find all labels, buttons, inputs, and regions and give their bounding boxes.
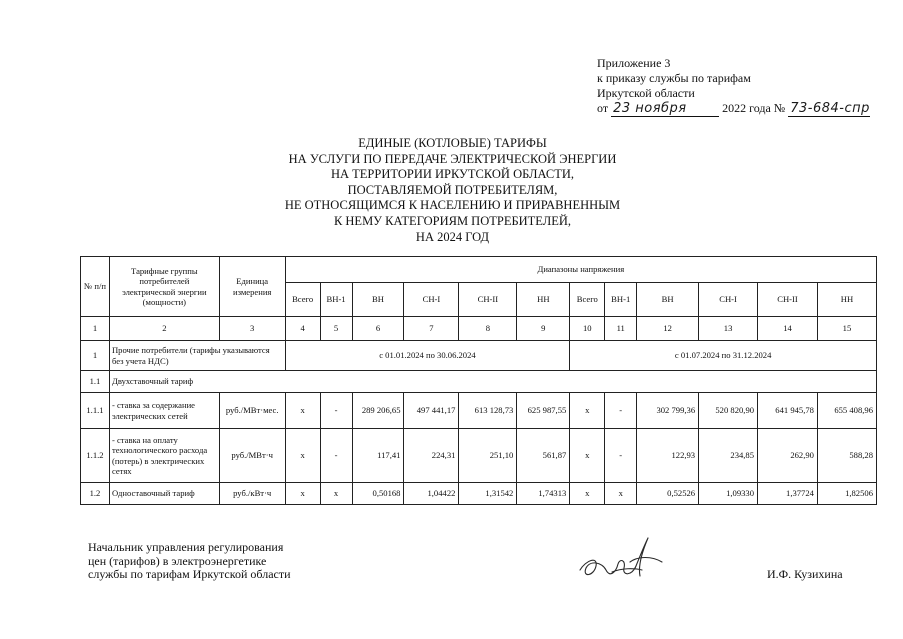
header-groups: Тарифные группы потребителей электрической энергии (мощности)	[109, 257, 219, 317]
value-cell: 1,82506	[817, 483, 876, 505]
subheader-cell: НН	[817, 283, 876, 317]
value-cell: х	[570, 483, 605, 505]
appendix-from-word: от	[597, 101, 609, 115]
value-cell: 122,93	[637, 429, 699, 483]
value-cell: 588,28	[817, 429, 876, 483]
subheader-cell: Всего	[285, 283, 320, 317]
table-row	[81, 429, 877, 483]
position-line: Начальник управления регулирования	[88, 540, 284, 554]
value-cell: 302 799,36	[637, 393, 699, 429]
section-1-1-num: 1.1	[81, 371, 110, 393]
tariff-table	[80, 256, 877, 505]
signer-name: И.Ф. Кузихина	[767, 567, 843, 581]
signer-position	[88, 541, 291, 582]
subheader-cell: СН-II	[758, 283, 818, 317]
appendix-line-2: к приказу службы по тарифам	[597, 71, 751, 85]
table-row	[81, 483, 877, 505]
handwritten-date: 23 ноября	[611, 102, 719, 117]
col-number: 4	[285, 317, 320, 341]
section-row-1	[81, 341, 877, 371]
value-cell: 224,31	[404, 429, 459, 483]
value-cell: -	[320, 393, 352, 429]
value-cell: 497 441,17	[404, 393, 459, 429]
value-cell: -	[605, 429, 637, 483]
col-number: 3	[219, 317, 285, 341]
row-label: Одноставочный тариф	[109, 483, 219, 505]
value-cell: 117,41	[352, 429, 404, 483]
col-number: 10	[570, 317, 605, 341]
value-cell: 262,90	[758, 429, 818, 483]
section-1-label: Прочие потребители (тарифы указываются без учета НДС)	[109, 341, 285, 371]
header-ranges: Диапазоны напряжения	[285, 257, 876, 283]
value-cell: 0,50168	[352, 483, 404, 505]
subheader-cell: СН-II	[459, 283, 517, 317]
value-cell: 234,85	[699, 429, 758, 483]
title-line: ЕДИНЫЕ (КОТЛОВЫЕ) ТАРИФЫ	[358, 136, 547, 150]
value-cell: 641 945,78	[758, 393, 818, 429]
row-unit: руб./МВт·ч	[219, 429, 285, 483]
row-unit: руб./кВт·ч	[219, 483, 285, 505]
table-row	[81, 393, 877, 429]
section-row-1-1	[81, 371, 877, 393]
position-line: цен (тарифов) в электроэнергетике	[88, 553, 267, 568]
title-line: НА 2024 ГОД	[415, 229, 490, 244]
value-cell: х	[605, 483, 637, 505]
handwritten-order-number: 73-684-спр	[790, 101, 870, 116]
subheader-cell: ВН-1	[605, 283, 637, 317]
value-cell: 561,87	[517, 429, 570, 483]
col-number: 2	[109, 317, 219, 341]
value-cell: х	[285, 429, 320, 483]
value-cell: 1,04422	[404, 483, 459, 505]
section-1-num: 1	[81, 341, 110, 371]
title-line: НА ТЕРРИТОРИИ ИРКУТСКОЙ ОБЛАСТИ,	[330, 167, 574, 182]
title-line: ПОСТАВЛЯЕМОЙ ПОТРЕБИТЕЛЯМ,	[347, 182, 558, 197]
title-line: К НЕМУ КАТЕГОРИЯМ ПОТРЕБИТЕЛЕЙ,	[333, 213, 572, 228]
period-1: с 01.01.2024 по 30.06.2024	[285, 341, 570, 371]
subheader-cell: ВН-1	[320, 283, 352, 317]
value-cell: 1,74313	[517, 483, 570, 505]
col-number: 12	[637, 317, 699, 341]
col-number: 7	[404, 317, 459, 341]
value-cell: -	[605, 393, 637, 429]
row-num: 1.2	[81, 483, 110, 505]
subheader-cell: СН-I	[404, 283, 459, 317]
value-cell: 1,31542	[459, 483, 517, 505]
appendix-block	[597, 56, 897, 117]
position-line: службы по тарифам Иркутской области	[88, 567, 291, 581]
row-num: 1.1.2	[81, 429, 110, 483]
col-number: 13	[699, 317, 758, 341]
value-cell: 289 206,65	[352, 393, 404, 429]
col-number: 15	[817, 317, 876, 341]
value-cell: 520 820,90	[699, 393, 758, 429]
subheader-cell: СН-I	[699, 283, 758, 317]
col-number: 9	[517, 317, 570, 341]
col-number: 8	[459, 317, 517, 341]
value-cell: -	[320, 429, 352, 483]
title-line: НЕ ОТНОСЯЩИМСЯ К НАСЕЛЕНИЮ И ПРИРАВНЕННЫМ	[284, 198, 621, 213]
row-label: - ставка на оплату технологического расхода (потерь) в электрических сетях	[109, 429, 219, 483]
subheader-cell: Всего	[570, 283, 605, 317]
subheader-cell: ВН	[637, 283, 699, 317]
col-number: 6	[352, 317, 404, 341]
value-cell: 625 987,55	[517, 393, 570, 429]
title-line: НА УСЛУГИ ПО ПЕРЕДАЧЕ ЭЛЕКТРИЧЕСКОЙ ЭНЕРГИИ	[288, 151, 617, 166]
value-cell: 1,09330	[699, 483, 758, 505]
header-unit: Единица измерения	[219, 257, 285, 317]
row-unit: руб./МВт·мес.	[219, 393, 285, 429]
col-number: 1	[81, 317, 110, 341]
value-cell: 251,10	[459, 429, 517, 483]
value-cell: х	[285, 393, 320, 429]
value-cell: х	[285, 483, 320, 505]
row-num: 1.1.1	[81, 393, 110, 429]
period-2: с 01.07.2024 по 31.12.2024	[570, 341, 877, 371]
value-cell: 613 128,73	[459, 393, 517, 429]
document-title	[180, 136, 725, 245]
column-number-row	[81, 317, 877, 341]
value-cell: х	[320, 483, 352, 505]
value-cell: 0,52526	[637, 483, 699, 505]
subheader-cell: ВН	[352, 283, 404, 317]
appendix-line-3: Иркутской области	[597, 86, 695, 100]
appendix-line-1: Приложение 3	[597, 56, 671, 70]
subheader-cell: НН	[517, 283, 570, 317]
appendix-year-text: 2022 года №	[722, 101, 786, 115]
value-cell: 655 408,96	[817, 393, 876, 429]
value-cell: 1,37724	[758, 483, 818, 505]
row-label: - ставка за содержание электрических сетей	[109, 393, 219, 429]
table-header-row	[81, 257, 877, 283]
value-cell: х	[570, 393, 605, 429]
value-cell: х	[570, 429, 605, 483]
signature-image	[572, 532, 670, 588]
appendix-line-4	[597, 101, 897, 117]
col-number: 11	[605, 317, 637, 341]
header-num: № п/п	[81, 257, 110, 317]
section-1-1-label: Двухставочный тариф	[109, 371, 876, 393]
col-number: 5	[320, 317, 352, 341]
col-number: 14	[758, 317, 818, 341]
